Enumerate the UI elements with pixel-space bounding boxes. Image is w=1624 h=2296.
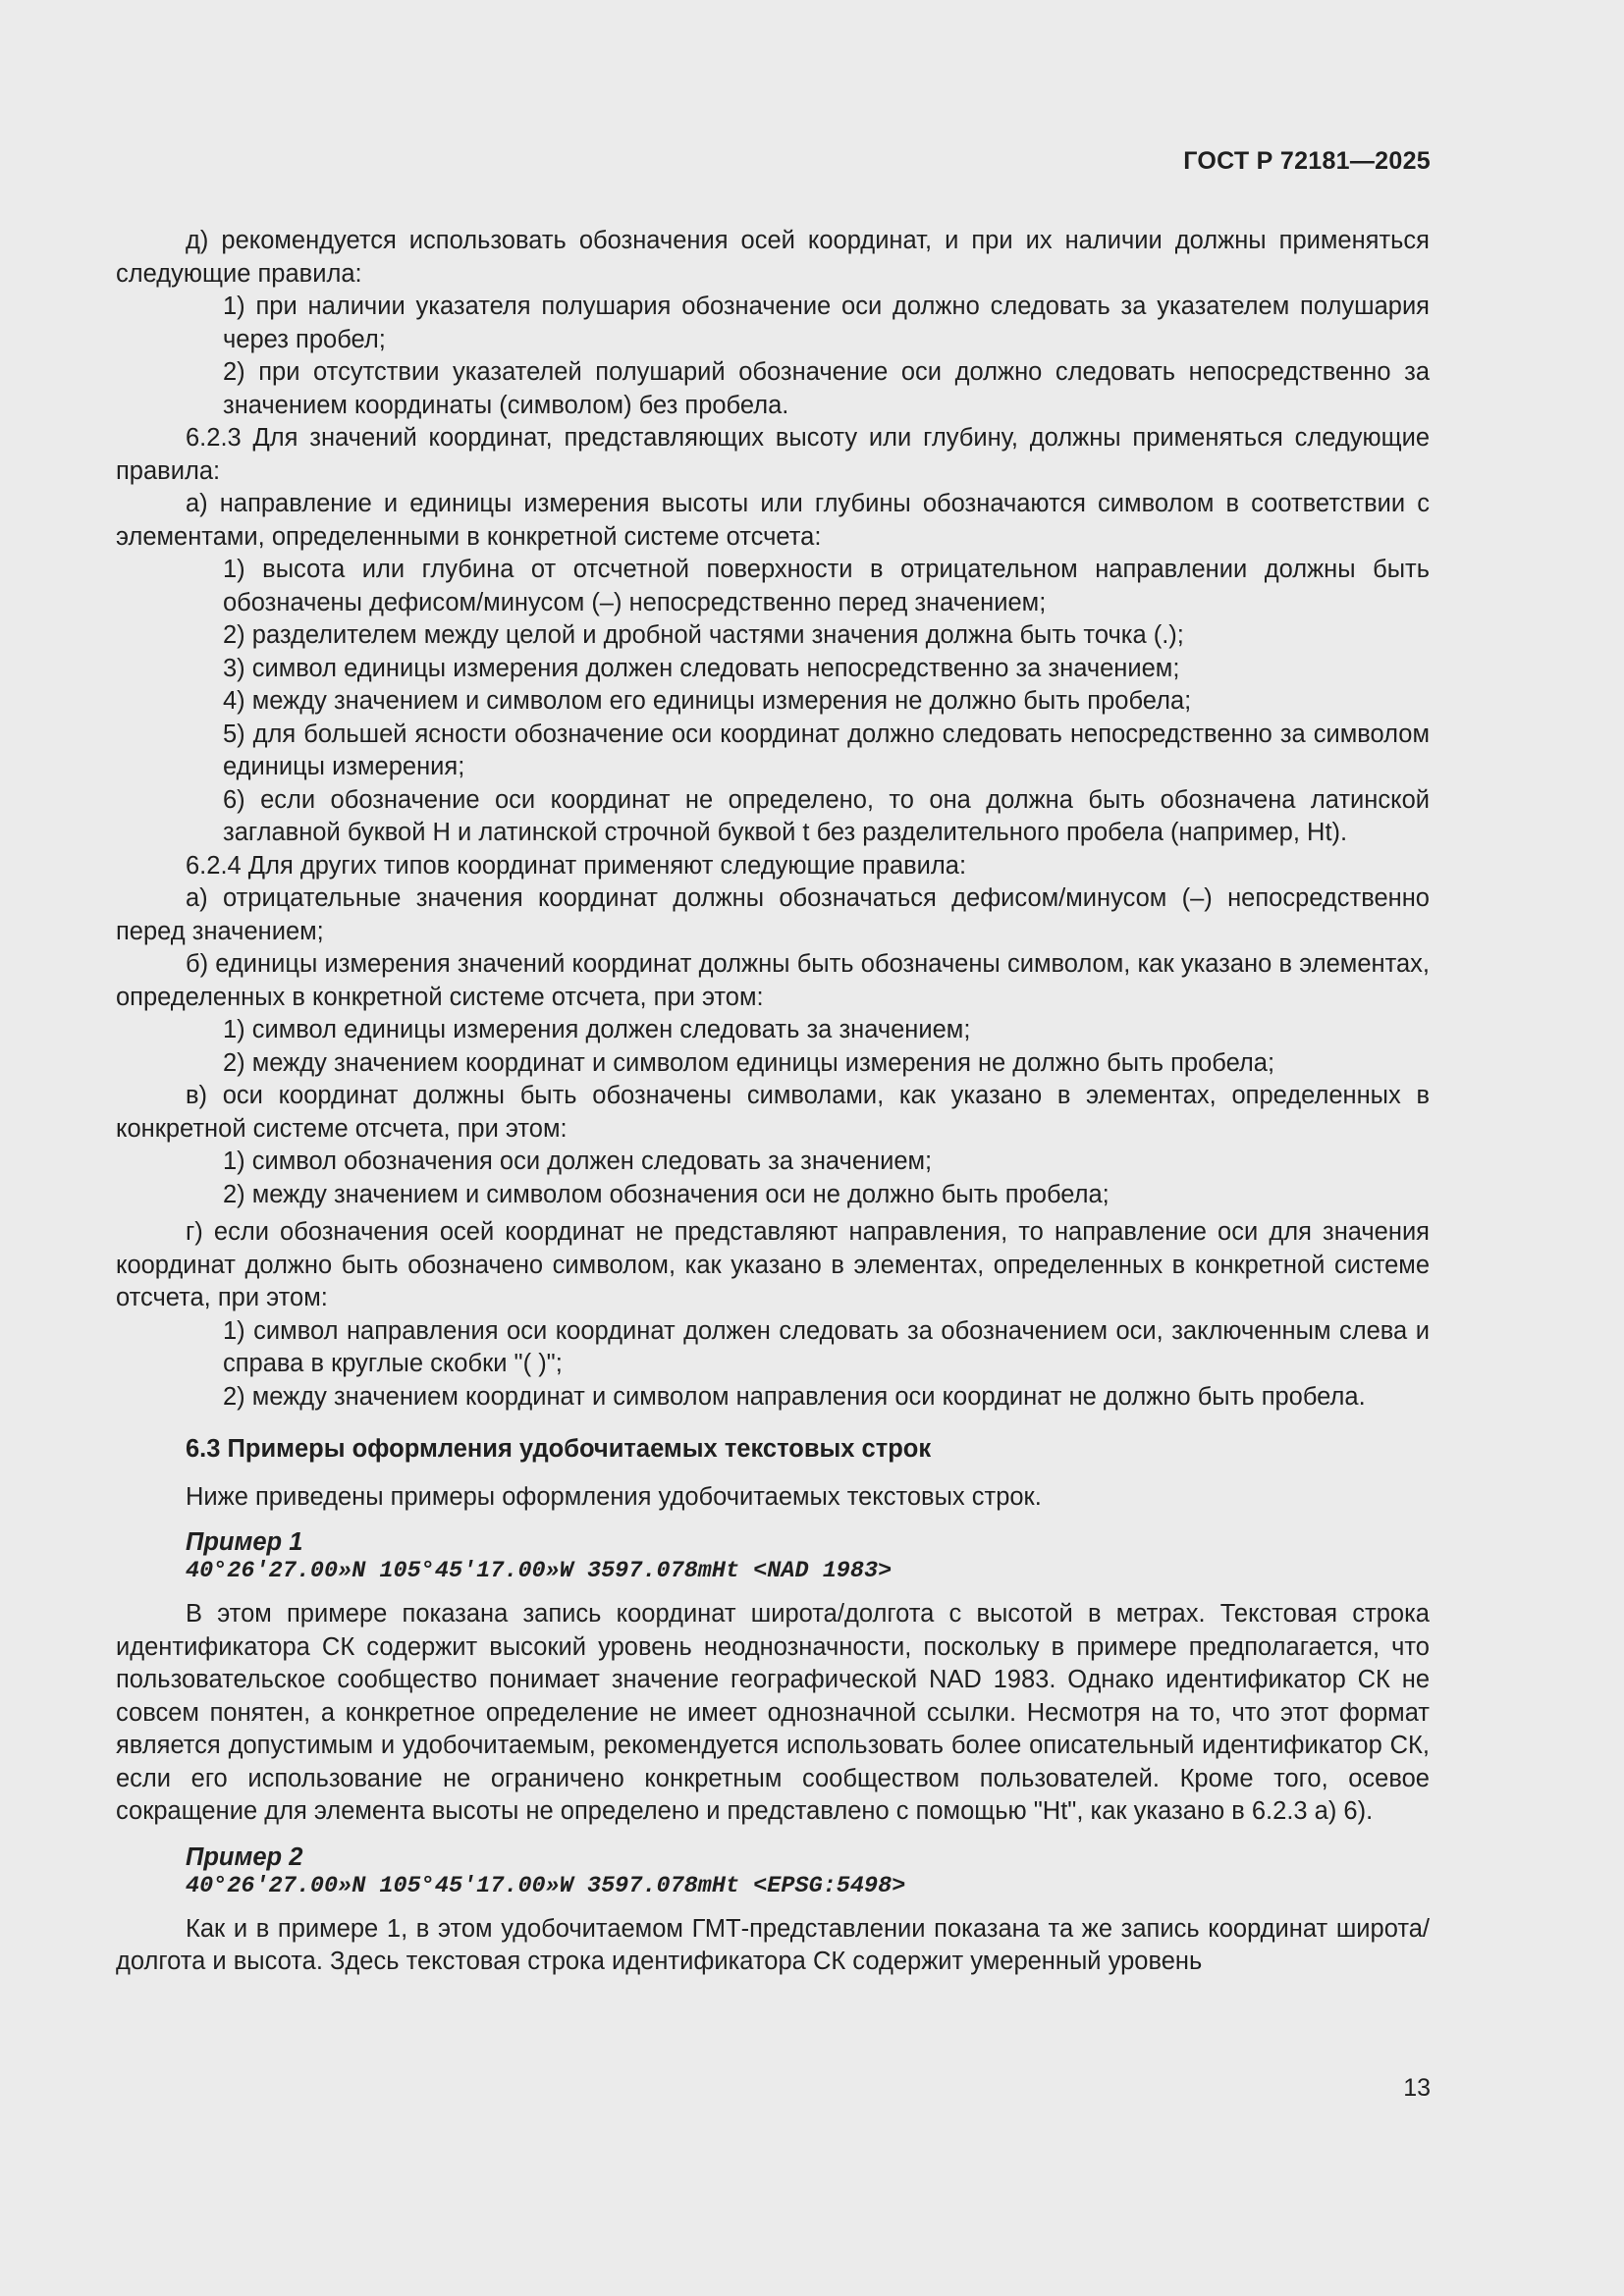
example-code: 40°26′27.00»N 105°45′17.00»W 3597.078mHt <NAD 1983> <box>186 1558 893 1584</box>
list-item-a: а) направление и единицы измерения высоты или глубины обозначаются символом в соответствии с элементами, определенными в конкретной системе отсчета: <box>116 490 1430 551</box>
sub-item: 4) между значением и символом его единицы измерения не должно быть пробела; <box>223 687 1192 715</box>
clause-6-2-3: 6.2.3 Для значений координат, представляющих высоту или глубину, должны применяться следующие правила: <box>116 424 1430 485</box>
sub-item: 1) символ направления оси координат должен следовать за обозначением оси, заключенным слева и справа в круглые скобки "( )"; <box>223 1316 1430 1377</box>
sub-item: 2) при отсутствии указателей полушарий обозначение оси должно следовать непосредственно за значением координаты (символом) без пробела. <box>223 358 1430 419</box>
list-item-g: г) если обозначения осей координат не представляют направления, то направление оси для значения координат должно быть обозначено символом, как указано в элементах, определенных в конкретной системе отсчета, при этом: <box>116 1218 1430 1311</box>
section-heading: 6.3 Примеры оформления удобочитаемых текстовых строк <box>186 1435 932 1463</box>
section-intro: Ниже приведены примеры оформления удобочитаемых текстовых строк. <box>186 1482 1042 1511</box>
sub-item: 3) символ единицы измерения должен следовать непосредственно за значением; <box>223 654 1180 682</box>
sub-item: 1) символ обозначения оси должен следовать за значением; <box>223 1148 933 1175</box>
list-item-d: д) рекомендуется использовать обозначения осей координат, и при их наличии должны применяться следующие правила: <box>116 227 1430 288</box>
sub-item: 2) между значением координат и символом единицы измерения не должно быть пробела; <box>223 1048 1275 1077</box>
example-label: Пример 2 <box>186 1842 303 1871</box>
sub-item: 1) символ единицы измерения должен следовать за значением; <box>223 1016 971 1043</box>
example-label: Пример 1 <box>186 1528 303 1556</box>
example-description: Как и в примере 1, в этом удобочитаемом ГМТ-представлении показана та же запись координат широта/долгота и высота. Здесь текстовая строка идентификатора СК содержит умеренный уровень <box>116 1914 1430 1975</box>
sub-item: 1) высота или глубина от отсчетной поверхности в отрицательном направлении должны быть обозначены дефисом/минусом (–) непосредственно перед значением; <box>223 556 1430 616</box>
page-number: 13 <box>1403 2074 1431 2102</box>
example-description: В этом примере показана запись координат широта/долгота с высотой в метрах. Текстовая строка идентификатора СК содержит высокий уровень неоднозначности, поскольку в примере предполагается, что пользовательское сообщество понимает значение географической NAD 1983. Однако идентификатор СК не совсем понятен, а конкретное определение не имеет однозначной ссылки. Несмотря на то, что этот формат является допустимым и удобочитаемым, рекомендуется использовать более описательный идентификатор СК, если его использование не ограничено конкретным сообществом пользователей. Кроме того, осевое сокращение для элемента высоты не определено и представлено с помощью "Ht", как указано в 6.2.3 а) 6). <box>116 1600 1430 1825</box>
document-body <box>116 225 1430 1979</box>
clause-6-2-4: 6.2.4 Для других типов координат применяют следующие правила: <box>186 851 967 880</box>
sub-item: 2) между значением координат и символом направления оси координат не должно быть пробела. <box>223 1382 1366 1411</box>
sub-item: 6) если обозначение оси координат не определено, то она должна быть обозначена латинской заглавной буквой H и латинской строчной буквой t без разделительного пробела (например, Ht). <box>223 785 1430 846</box>
example-code: 40°26′27.00»N 105°45′17.00»W 3597.078mHt <EPSG:5498> <box>186 1872 906 1899</box>
sub-item: 2) разделителем между целой и дробной частями значения должна быть точка (.); <box>223 621 1184 649</box>
sub-item: 5) для большей ясности обозначение оси координат должно следовать непосредственно за символом единицы измерения; <box>223 720 1430 780</box>
document-header: ГОСТ Р 72181—2025 <box>1183 147 1431 175</box>
sub-item: 2) между значением и символом обозначения оси не должно быть пробела; <box>223 1180 1110 1208</box>
list-item-a: а) отрицательные значения координат должны обозначаться дефисом/минусом (–) непосредственно перед значением; <box>116 884 1430 945</box>
list-item-b: б) единицы измерения значений координат должны быть обозначены символом, как указано в элементах, определенных в конкретной системе отсчета, при этом: <box>116 950 1430 1011</box>
sub-item: 1) при наличии указателя полушария обозначение оси должно следовать за указателем полушария через пробел; <box>223 293 1430 353</box>
list-item-v: в) оси координат должны быть обозначены символами, как указано в элементах, определенных в конкретной системе отсчета, при этом: <box>116 1082 1430 1143</box>
